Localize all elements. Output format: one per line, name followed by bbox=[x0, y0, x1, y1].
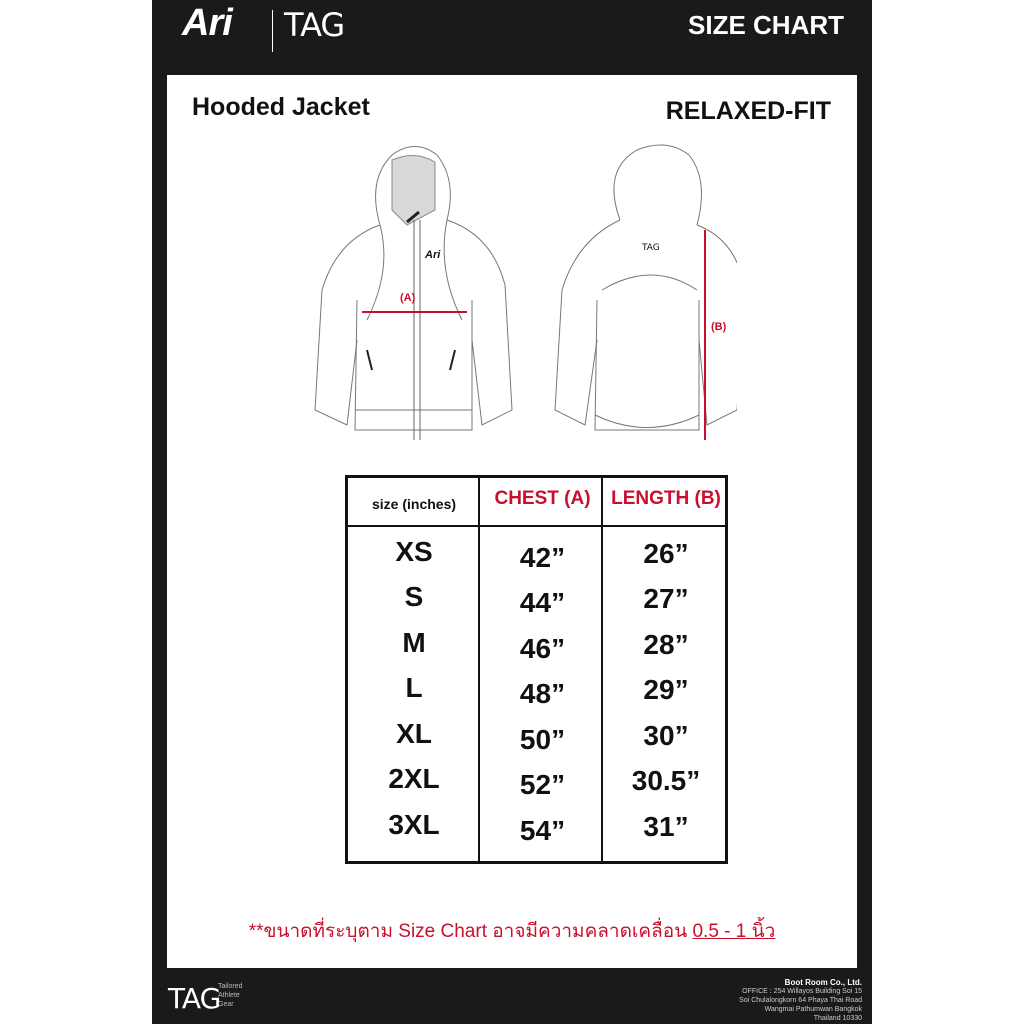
footer-motto bbox=[218, 982, 243, 1009]
motto-line: Gear bbox=[218, 1001, 234, 1008]
cell-chest: 44” bbox=[519, 587, 566, 618]
size-table bbox=[345, 475, 728, 864]
jacket-drawings bbox=[297, 140, 737, 460]
tolerance-range: 0.5 - 1 นิ้ว bbox=[692, 921, 776, 942]
cell-size: M bbox=[402, 627, 426, 658]
cell-size: L bbox=[405, 672, 423, 703]
product-name: Hooded Jacket bbox=[192, 93, 370, 121]
cell-length: 30” bbox=[643, 720, 689, 751]
cell-size: XS bbox=[395, 536, 433, 567]
cell-size: S bbox=[404, 581, 424, 612]
header-divider bbox=[348, 525, 725, 527]
header-length: LENGTH (B) bbox=[611, 488, 721, 509]
tag-logo: TAG bbox=[284, 6, 345, 44]
cell-chest: 46” bbox=[519, 633, 566, 664]
cell-chest: 42” bbox=[519, 542, 566, 573]
cell-length: 28” bbox=[643, 629, 689, 660]
cell-length: 30.5” bbox=[631, 765, 701, 796]
address-line: OFFICE : 254 Willayos Building Soi 15 bbox=[742, 988, 862, 995]
cell-size: XL bbox=[396, 718, 432, 749]
address-line: Soi Chulalongkorn 64 Phaya Thai Road bbox=[739, 997, 862, 1004]
front-ari-logo: Ari bbox=[425, 249, 441, 261]
ari-logo: Ari bbox=[182, 2, 232, 44]
chest-marker: (A) bbox=[400, 292, 416, 304]
address-line: Wangmai Pathumwan Bangkok bbox=[764, 1006, 862, 1013]
cell-chest: 48” bbox=[519, 678, 566, 709]
header-chest: CHEST (A) bbox=[494, 488, 591, 509]
cell-length: 29” bbox=[643, 674, 689, 705]
footer-tag-logo: TAG bbox=[168, 982, 221, 1015]
page-frame bbox=[152, 0, 872, 1024]
header-size: size (inches) bbox=[371, 496, 457, 512]
disclaimer-text: **ขนาดที่ระบุตาม Size Chart อาจมีความคลาดเคลื่อน bbox=[248, 921, 693, 942]
size-chart-panel bbox=[167, 75, 857, 968]
cell-chest: 50” bbox=[519, 724, 566, 755]
cell-length: 26” bbox=[643, 538, 689, 569]
footer-company-info bbox=[642, 978, 862, 1023]
header bbox=[152, 0, 872, 60]
cell-length: 27” bbox=[643, 583, 689, 614]
cell-chest: 54” bbox=[519, 815, 566, 846]
company-name: Boot Room Co., Ltd. bbox=[784, 978, 862, 987]
cell-size: 2XL bbox=[388, 763, 440, 794]
disclaimer-note bbox=[167, 916, 857, 946]
cell-size: 3XL bbox=[388, 809, 440, 840]
back-tag-logo: TAG bbox=[642, 243, 660, 253]
cell-length: 31” bbox=[643, 811, 689, 842]
column-divider bbox=[601, 478, 603, 861]
motto-line: Tailored bbox=[218, 983, 243, 990]
cell-chest: 52” bbox=[519, 769, 566, 800]
address-line: Thailand 10330 bbox=[813, 1015, 862, 1022]
jacket-back-illustration bbox=[555, 145, 737, 430]
length-marker: (B) bbox=[711, 321, 727, 333]
logo-divider bbox=[272, 10, 273, 52]
motto-line: Athlete bbox=[218, 992, 240, 999]
page-title: SIZE CHART bbox=[688, 10, 844, 40]
fit-label: RELAXED-FIT bbox=[665, 97, 831, 125]
